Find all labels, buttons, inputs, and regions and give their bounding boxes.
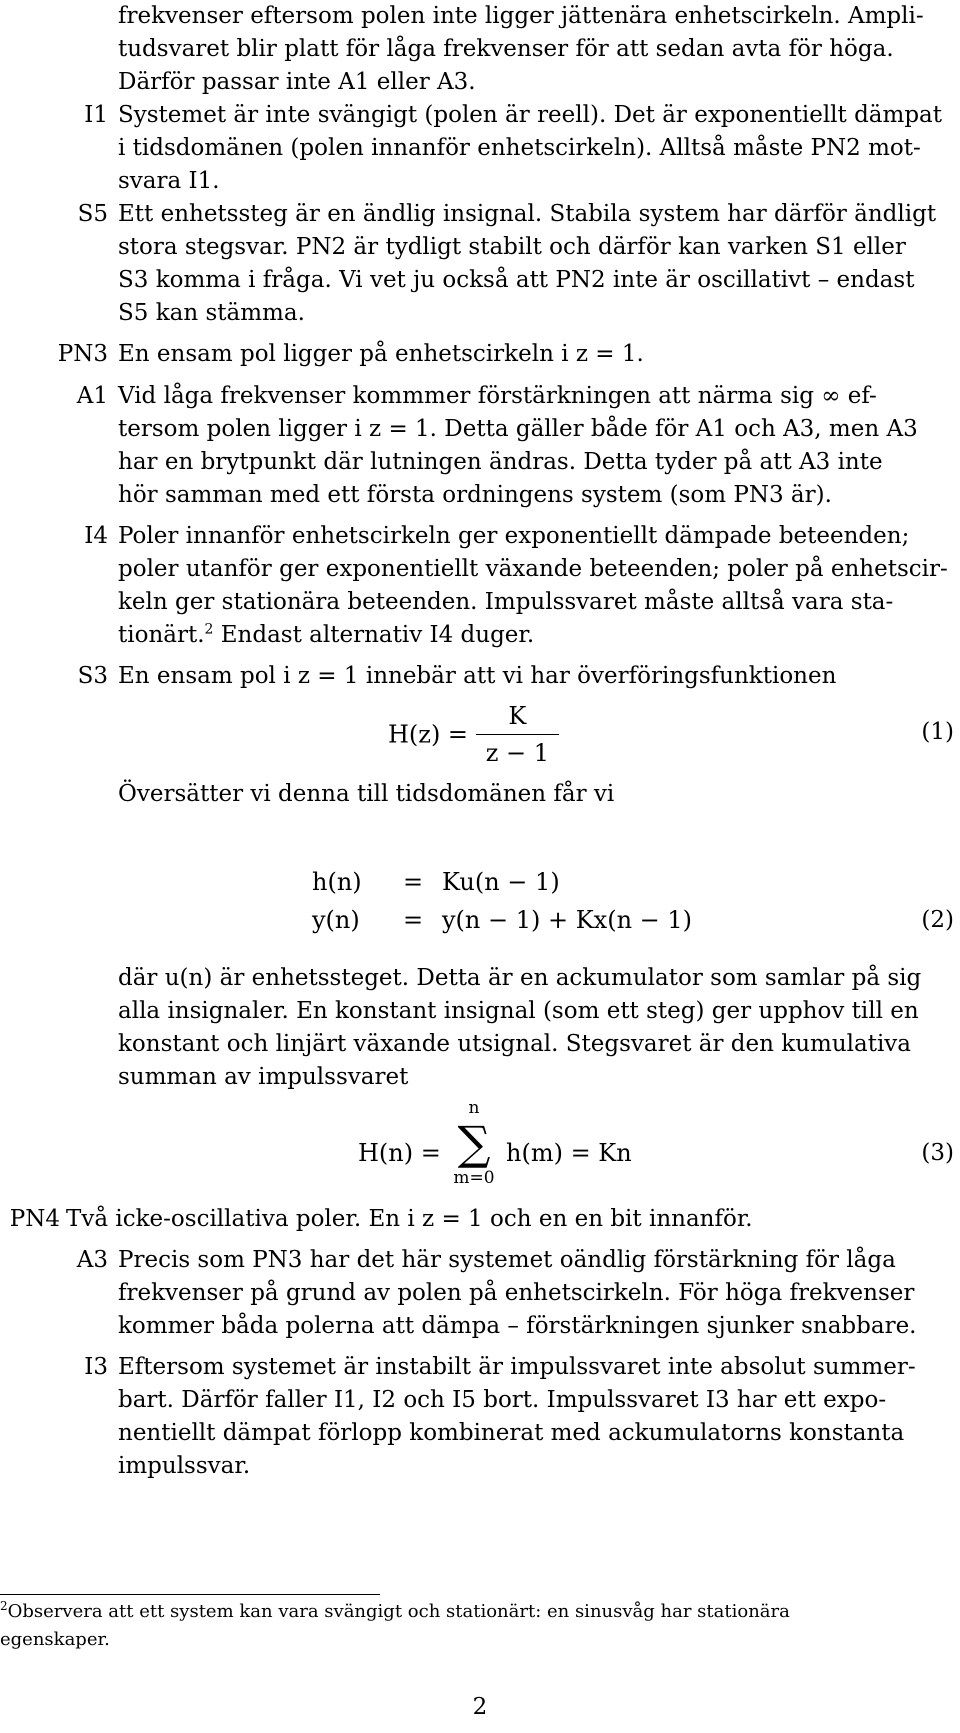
item-label: A1 bbox=[76, 383, 108, 409]
text-line: hör samman med ett första ordningens system (som PN3 är). bbox=[118, 482, 832, 508]
sum-lower-limit: m=0 bbox=[453, 1168, 495, 1188]
page-number: 2 bbox=[472, 1694, 488, 1720]
text-line: i tidsdomänen (polen innanför enhetscirkeln). Alltså måste PN2 mot- bbox=[118, 135, 921, 161]
equation-2-row-1 bbox=[312, 866, 560, 898]
text-line bbox=[118, 619, 534, 651]
text-line: Precis som PN3 har det här systemet oändlig förstärkning för låga bbox=[118, 1247, 896, 1273]
footnote-line: egenskaper. bbox=[0, 1629, 110, 1650]
text-line: kommer båda polerna att dämpa – förstärkningen sjunker snabbare. bbox=[118, 1313, 917, 1339]
text-fragment: tionärt. bbox=[118, 622, 205, 648]
text-line: Ett enhetssteg är en ändlig insignal. Stabila system har därför ändligt bbox=[118, 201, 937, 227]
text-line: poler utanför ger exponentiellt växande beteenden; poler på enhetscir- bbox=[118, 556, 948, 582]
text-line: tudsvaret blir platt för låga frekvenser för att sedan avta för höga. bbox=[118, 36, 894, 62]
text-line: bart. Därför faller I1, I2 och I5 bort. Impulssvaret I3 har ett expo- bbox=[118, 1387, 887, 1413]
item-label: I3 bbox=[84, 1354, 108, 1380]
equation-lhs: h(n) bbox=[312, 868, 362, 896]
footnote-mark: 2 bbox=[0, 1599, 8, 1613]
item-label: S5 bbox=[77, 201, 108, 227]
item-label: A3 bbox=[76, 1247, 108, 1273]
text-line: stora stegsvar. PN2 är tydligt stabilt och därför kan varken S1 eller bbox=[118, 234, 906, 260]
text-line: Översätter vi denna till tidsdomänen får vi bbox=[118, 781, 615, 807]
text-line: konstant och linjärt växande utsignal. Stegsvaret är den kumulativa bbox=[118, 1031, 912, 1057]
item-label: S3 bbox=[77, 663, 108, 689]
text-line: Vid låga frekvenser kommmer förstärkningen att närma sig ∞ ef- bbox=[118, 383, 877, 409]
text-line: summan av impulssvaret bbox=[118, 1064, 409, 1090]
text-line: tersom polen ligger i z = 1. Detta gäller både för A1 och A3, men A3 bbox=[118, 416, 918, 442]
item-label: I4 bbox=[84, 523, 108, 549]
summation bbox=[446, 1098, 502, 1188]
text-line: En ensam pol i z = 1 innebär att vi har överföringsfunktionen bbox=[118, 663, 837, 689]
sum-upper-limit: n bbox=[468, 1098, 480, 1118]
fraction-numerator: K bbox=[476, 700, 559, 735]
item-label: PN3 bbox=[57, 341, 108, 367]
text-line: Poler innanför enhetscirkeln ger exponentiellt dämpade beteenden; bbox=[118, 523, 910, 549]
equation-rhs: Ku(n − 1) bbox=[442, 868, 560, 896]
text-line: En ensam pol ligger på enhetscirkeln i z = 1. bbox=[118, 341, 644, 367]
sigma-symbol: ∑ bbox=[457, 1116, 491, 1170]
text-line: S5 kan stämma. bbox=[118, 300, 305, 326]
text-line: där u(n) är enhetssteget. Detta är en ackumulator som samlar på sig bbox=[118, 965, 922, 991]
equation-lhs: H(z) = bbox=[388, 720, 469, 749]
fraction bbox=[476, 700, 559, 769]
fraction-denominator: z − 1 bbox=[485, 739, 549, 767]
text-fragment: Endast alternativ I4 duger. bbox=[213, 622, 535, 648]
text-line: frekvenser eftersom polen inte ligger jättenära enhetscirkeln. Ampli- bbox=[118, 3, 924, 29]
equation-number: (3) bbox=[921, 1140, 954, 1166]
text-line: alla insignaler. En konstant insignal (som ett steg) ger upphov till en bbox=[118, 998, 919, 1024]
text-line: har en brytpunkt där lutningen ändras. Detta tyder på att A3 inte bbox=[118, 449, 883, 475]
equation-operator: = bbox=[402, 868, 424, 896]
text-line: keln ger stationära beteenden. Impulssvaret måste alltså vara sta- bbox=[118, 589, 894, 615]
equation-operator: = bbox=[402, 906, 424, 934]
footnote-line bbox=[0, 1598, 790, 1626]
equation-lhs: y(n) bbox=[312, 906, 360, 934]
text-line: svara I1. bbox=[118, 168, 220, 194]
text-line: nentiellt dämpat förlopp kombinerat med ackumulatorns konstanta bbox=[118, 1420, 905, 1446]
equation-number: (2) bbox=[921, 907, 954, 933]
footnote-text: Observera att ett system kan vara svängigt och stationärt: en sinusvåg har stationära bbox=[7, 1601, 790, 1622]
equation-rhs: y(n − 1) + Kx(n − 1) bbox=[442, 906, 693, 934]
item-label: I1 bbox=[84, 102, 108, 128]
text-line: frekvenser på grund av polen på enhetscirkeln. För höga frekvenser bbox=[118, 1280, 915, 1306]
equation-number: (1) bbox=[921, 719, 954, 745]
equation-1 bbox=[388, 700, 559, 769]
equation-2-row-2 bbox=[312, 904, 692, 936]
text-line: Systemet är inte svängigt (polen är reell). Det är exponentiellt dämpat bbox=[118, 102, 943, 128]
text-line: Eftersom systemet är instabilt är impulssvaret inte absolut summer- bbox=[118, 1354, 916, 1380]
text-line: Två icke-oscillativa poler. En i z = 1 och en en bit innanför. bbox=[66, 1206, 753, 1232]
text-line: impulssvar. bbox=[118, 1453, 251, 1479]
equation-lhs: H(n) = bbox=[358, 1139, 441, 1167]
text-line: S3 komma i fråga. Vi vet ju också att PN2 inte är oscillativt – endast bbox=[118, 267, 915, 293]
text-line: Därför passar inte A1 eller A3. bbox=[118, 69, 476, 95]
footnote-mark: 2 bbox=[204, 621, 214, 638]
equation-rhs: h(m) = Kn bbox=[506, 1139, 632, 1167]
footnote-rule bbox=[0, 1594, 380, 1595]
item-label: PN4 bbox=[9, 1206, 60, 1232]
